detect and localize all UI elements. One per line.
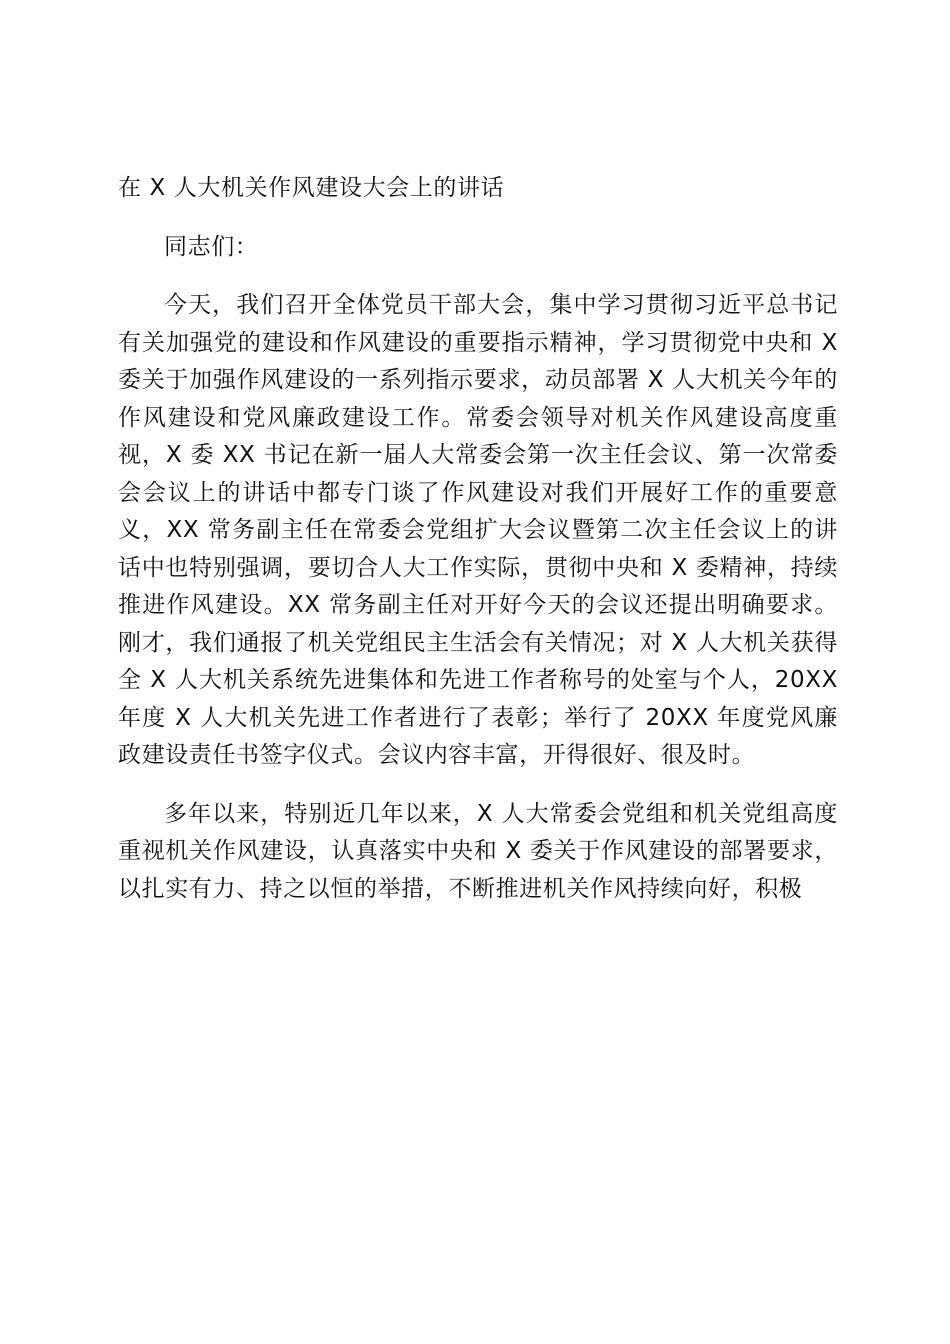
document-body [118, 170, 838, 929]
paragraph-1: 今天，我们召开全体党员干部大会，集中学习贯彻习近平总书记有关加强党的建设和作风建设的重要指示精神，学习贯彻党中央和 X 委关于加强作风建设的一系列指示要求，动员部署 X 人大机关今年的作风建设和党风廉政建设工作。常委会领导对机关作风建设高度重视，X 委 XX 书记在新一届人大常委会第一次主任会议、第一次常委会会议上的讲话中都专门谈了作风建设对我们开展好工作的重要意义，XX 常务副主任在常委会党组扩大会议暨第二次主任会议上的讲话中也特别强调，要切合人大工作实际，贯彻中央和 X 委精神，持续推进作风建设。XX 常务副主任对开好今天的会议还提出明确要求。刚才，我们通报了机关党组民主生活会有关情况；对 X 人大机关获得全 X 人大机关系统先进集体和先进工作者称号的处室与个人，20XX 年度 X 人大机关先进工作者进行了表彰；举行了 20XX 年度党风廉政建设责任书签字仪式。会议内容丰富，开得很好、很及时。 [118, 292, 838, 768]
document-title: 在 X 人大机关作风建设大会上的讲话 [118, 175, 505, 201]
salutation: 同志们： [164, 233, 259, 260]
paragraph-2: 多年以来，特别近几年以来，X 人大常委会党组和机关党组高度重视机关作风建设，认真落实中央和 X 委关于作风建设的部署要求，以扎实有力、持之以恒的举措，不断推进机关作风持续向好，积极 [118, 800, 838, 902]
